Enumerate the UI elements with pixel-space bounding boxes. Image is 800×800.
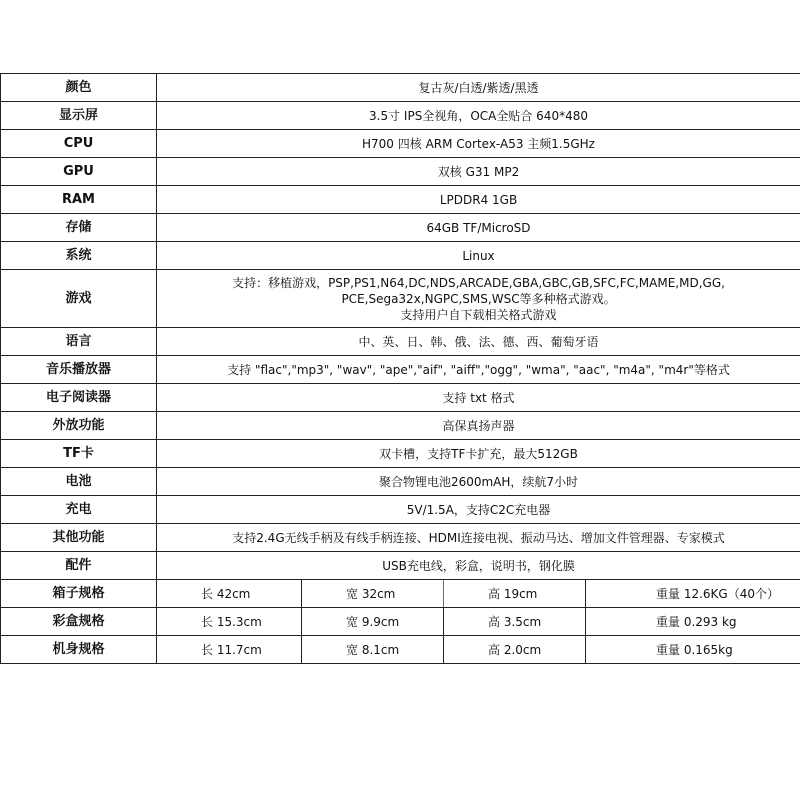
battery-value: 聚合物锂电池2600mAH，续航7小时 [157,468,800,496]
games-line: PCE,Sega32x,NGPC,SMS,WSC等多种格式游戏。 [341,291,616,306]
row-music-player [1,356,800,384]
cpu-label: CPU [1,130,157,158]
display-value: 3.5寸 IPS全视角，OCA全贴合 640*480 [157,102,800,130]
row-system [1,242,800,270]
row-other-features [1,524,800,552]
gpu-value: 双核 G31 MP2 [157,158,800,186]
row-cpu [1,130,800,158]
ebook-reader-value: 支持 txt 格式 [157,384,800,412]
carton-height: 高 19cm [444,580,586,608]
language-value: 中、英、日、韩、俄、法、德、西、葡萄牙语 [157,328,800,356]
games-line: 支持用户自下载相关格式游戏 [400,307,557,322]
battery-label: 电池 [1,468,157,496]
row-accessories [1,552,800,580]
other-features-value: 支持2.4G无线手柄及有线手柄连接、HDMI连接电视、振动马达、增加文件管理器、专家模式 [157,524,800,552]
language-label: 语言 [1,328,157,356]
color-label: 颜色 [1,74,157,102]
gpu-label: GPU [1,158,157,186]
row-storage [1,214,800,242]
row-games [1,270,800,328]
cpu-value: H700 四核 ARM Cortex-A53 主频1.5GHz [157,130,800,158]
device-weight: 重量 0.165kg [586,636,800,664]
row-ram [1,186,800,214]
games-value [157,270,800,328]
music-player-value: 支持 "flac","mp3", "wav", "ape","aif", "aiff","ogg", "wma", "aac", "m4a", "m4r"等格式 [157,356,800,384]
speaker-label: 外放功能 [1,412,157,440]
carton-width: 宽 32cm [302,580,444,608]
row-device-size [1,636,800,664]
games-line: 支持：移植游戏，PSP,PS1,N64,DC,NDS,ARCADE,GBA,GBC,GB,SFC,FC,MAME,MD,GG, [232,275,725,290]
row-display [1,102,800,130]
row-color-box-size [1,608,800,636]
accessories-label: 配件 [1,552,157,580]
row-carton-size [1,580,800,608]
system-value: Linux [157,242,800,270]
charging-value: 5V/1.5A，支持C2C充电器 [157,496,800,524]
row-language [1,328,800,356]
color-box-size-label: 彩盒规格 [1,608,157,636]
speaker-value: 高保真扬声器 [157,412,800,440]
carton-size-label: 箱子规格 [1,580,157,608]
color-box-height: 高 3.5cm [444,608,586,636]
row-tf-card [1,440,800,468]
row-ebook-reader [1,384,800,412]
color-box-weight: 重量 0.293 kg [586,608,800,636]
tf-card-value: 双卡槽，支持TF卡扩充，最大512GB [157,440,800,468]
spec-table [0,73,800,664]
carton-length: 长 42cm [157,580,302,608]
other-features-label: 其他功能 [1,524,157,552]
row-charging [1,496,800,524]
tf-card-label: TF卡 [1,440,157,468]
device-size-label: 机身规格 [1,636,157,664]
system-label: 系统 [1,242,157,270]
storage-label: 存储 [1,214,157,242]
color-box-length: 长 15.3cm [157,608,302,636]
ram-value: LPDDR4 1GB [157,186,800,214]
carton-weight: 重量 12.6KG（40个） [586,580,800,608]
ram-label: RAM [1,186,157,214]
row-color [1,74,800,102]
charging-label: 充电 [1,496,157,524]
color-value: 复古灰/白透/紫透/黑透 [157,74,800,102]
color-box-width: 宽 9.9cm [302,608,444,636]
games-label: 游戏 [1,270,157,328]
storage-value: 64GB TF/MicroSD [157,214,800,242]
device-length: 长 11.7cm [157,636,302,664]
row-speaker [1,412,800,440]
accessories-value: USB充电线，彩盒，说明书，钢化膜 [157,552,800,580]
device-width: 宽 8.1cm [302,636,444,664]
device-height: 高 2.0cm [444,636,586,664]
music-player-label: 音乐播放器 [1,356,157,384]
row-gpu [1,158,800,186]
ebook-reader-label: 电子阅读器 [1,384,157,412]
display-label: 显示屏 [1,102,157,130]
row-battery [1,468,800,496]
